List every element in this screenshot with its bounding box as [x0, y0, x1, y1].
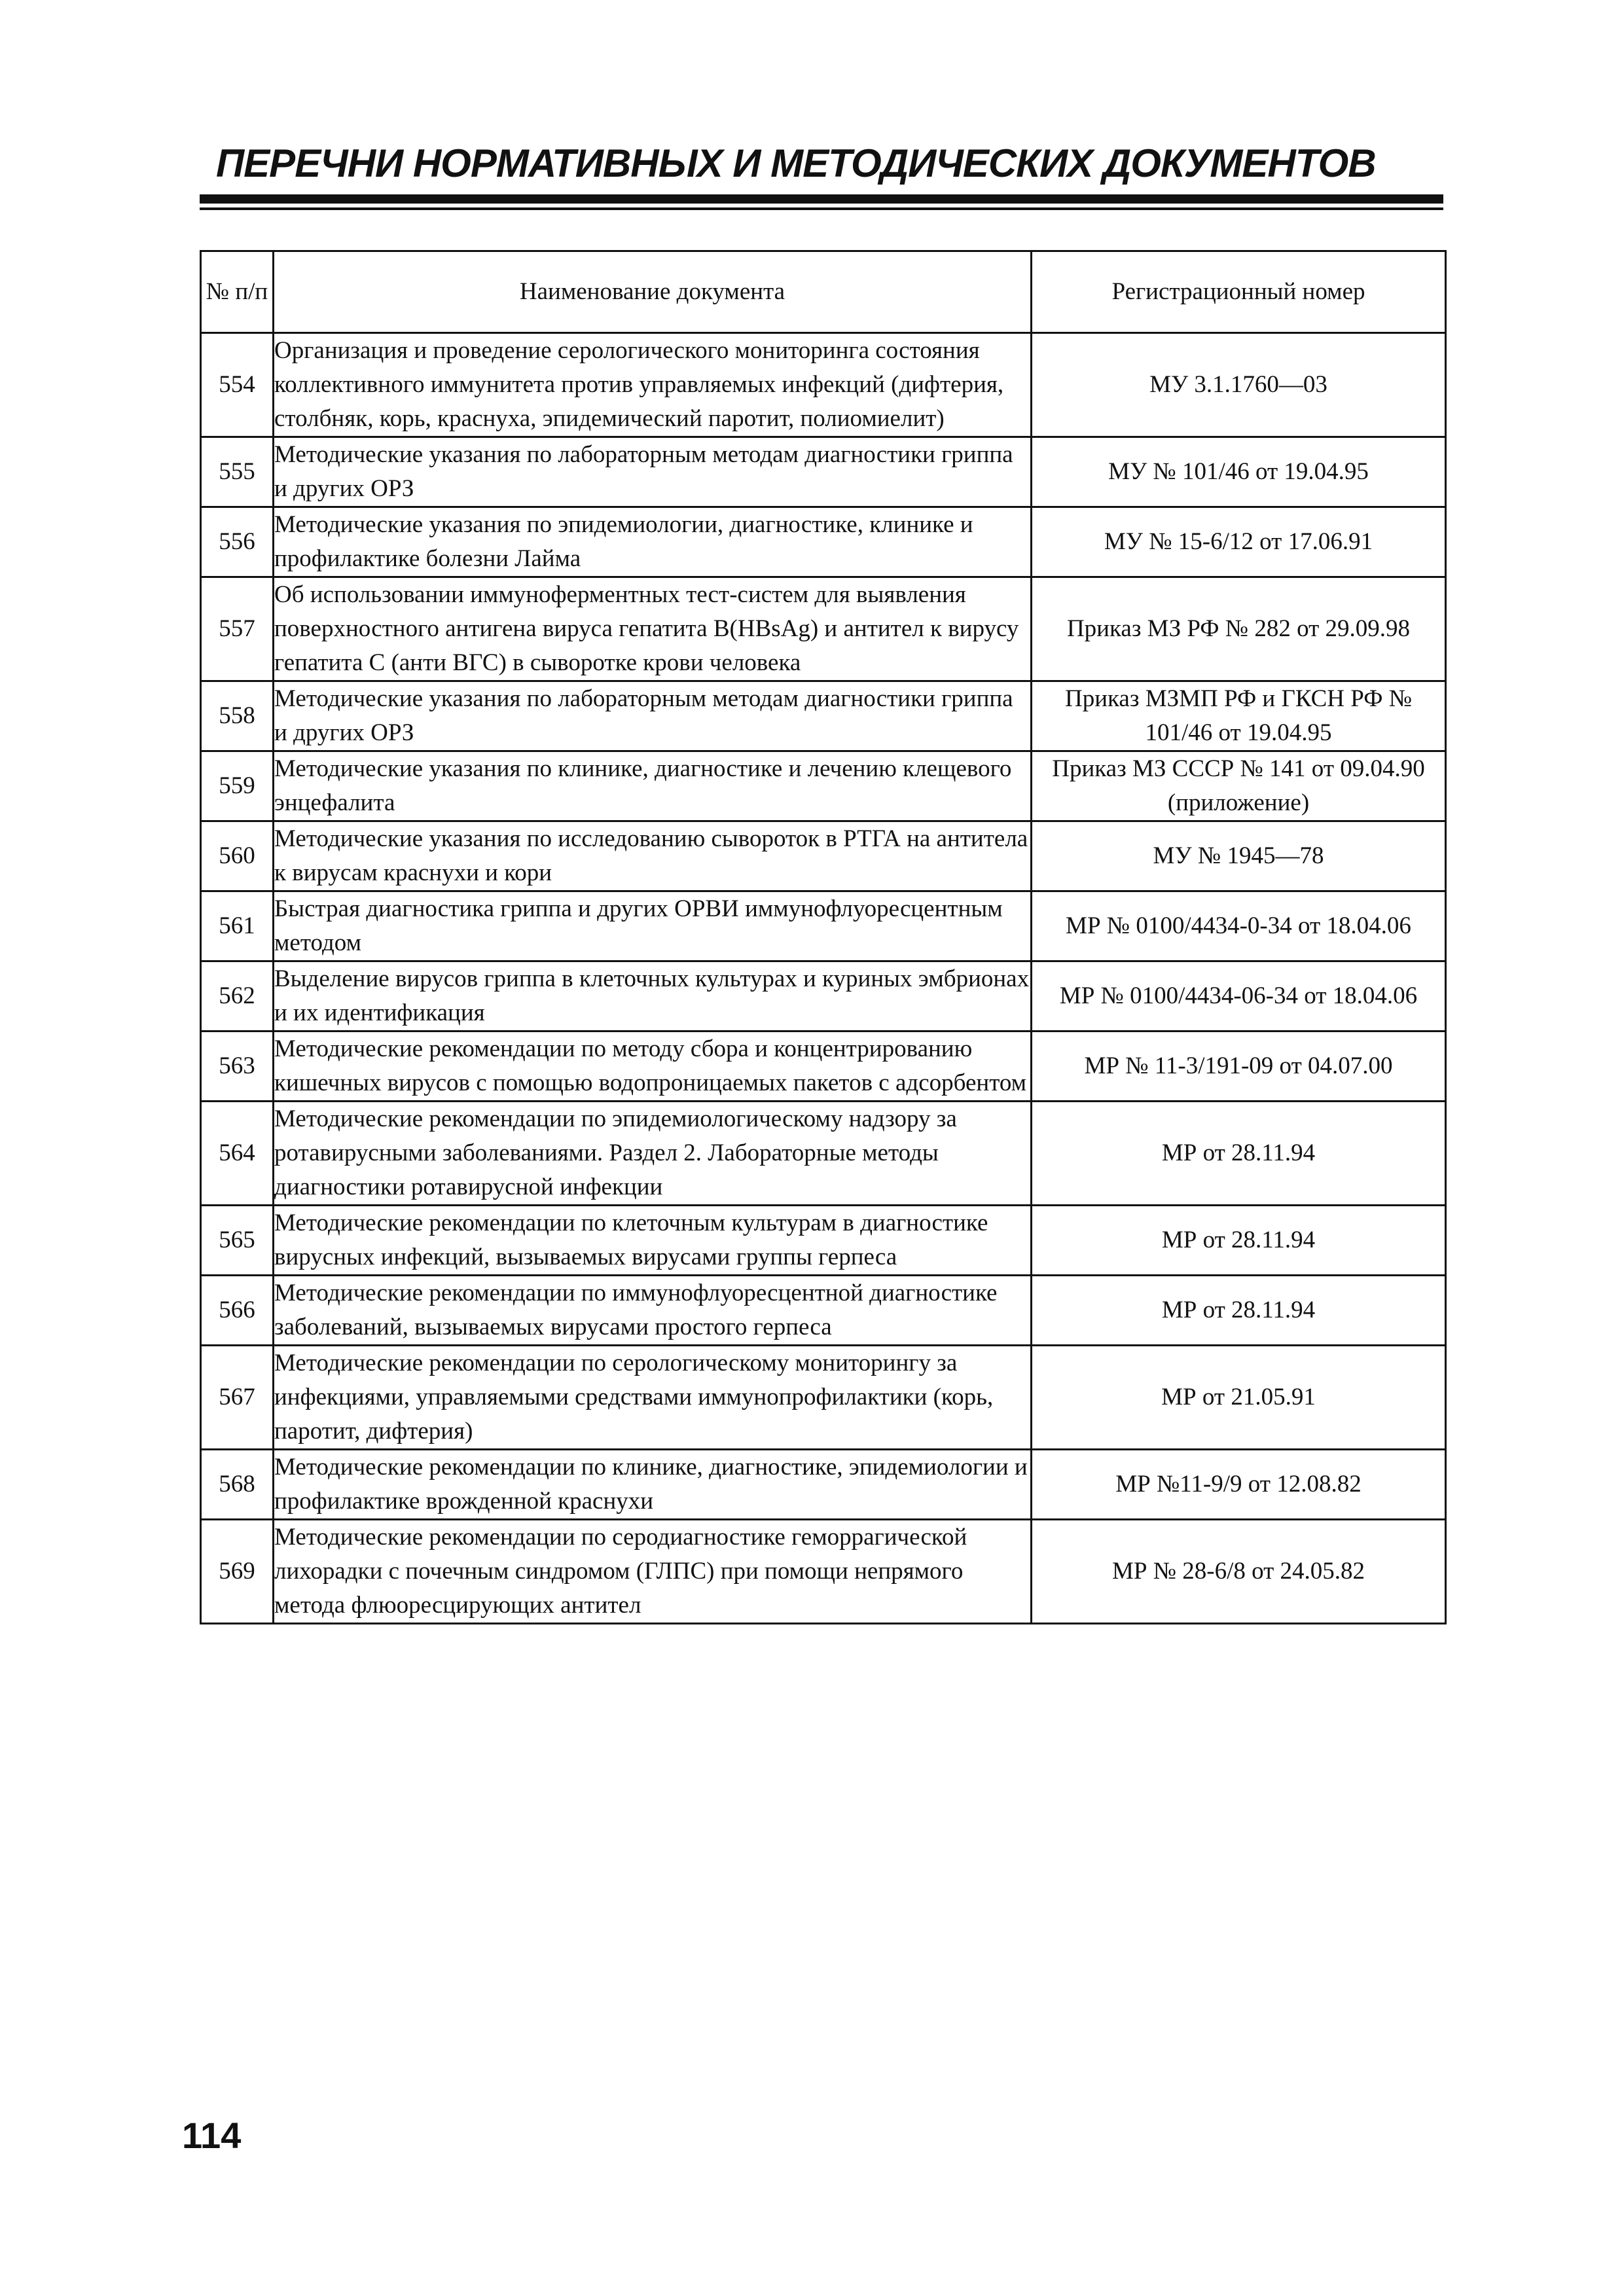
document-name: Методические рекомендации по методу сбора и концентрированию кишечных вирусов с помощью водопроницаемых пакетов с адсорбентом — [274, 1031, 1032, 1102]
table-row — [201, 1276, 1446, 1346]
table-row — [201, 1520, 1446, 1624]
row-number: 564 — [201, 1102, 274, 1206]
document-name: Методические рекомендации по серодиагностике геморрагической лихорадки с почечным синдромом (ГЛПС) при помощи непрямого метода флюоресцирующих антител — [274, 1520, 1032, 1624]
document-name: Выделение вирусов гриппа в клеточных культурах и куриных эмбрионах и их идентификация — [274, 961, 1032, 1031]
row-number: 558 — [201, 681, 274, 751]
registration-number: МР от 21.05.91 — [1032, 1346, 1446, 1450]
document-name: Методические указания по исследованию сывороток в РТГА на антитела к вирусам краснухи и кори — [274, 821, 1032, 891]
registration-number: Приказ МЗМП РФ и ГКСН РФ № 101/46 от 19.04.95 — [1032, 681, 1446, 751]
table-row — [201, 507, 1446, 577]
registration-number: МУ № 15-6/12 от 17.06.91 — [1032, 507, 1446, 577]
row-number: 566 — [201, 1276, 274, 1346]
table-row — [201, 437, 1446, 507]
row-number: 554 — [201, 333, 274, 437]
document-name: Быстрая диагностика гриппа и других ОРВИ иммунофлуоресцентным методом — [274, 891, 1032, 961]
document-name: Методические рекомендации по серологическому мониторингу за инфекциями, управляемыми средствами иммунопрофилактики (корь, паротит, дифтерия) — [274, 1346, 1032, 1450]
documents-table — [200, 250, 1447, 1624]
registration-number: МУ 3.1.1760—03 — [1032, 333, 1446, 437]
registration-number: Приказ МЗ СССР № 141 от 09.04.90 (приложение) — [1032, 751, 1446, 821]
document-name: Методические указания по лабораторным методам диагностики гриппа и других ОРЗ — [274, 437, 1032, 507]
table-row — [201, 577, 1446, 681]
row-number: 555 — [201, 437, 274, 507]
registration-number: МР № 0100/4434-0-34 от 18.04.06 — [1032, 891, 1446, 961]
row-number: 563 — [201, 1031, 274, 1102]
table-row — [201, 1031, 1446, 1102]
row-number: 560 — [201, 821, 274, 891]
table-row — [201, 333, 1446, 437]
header-rule-thin — [200, 207, 1443, 210]
row-number: 567 — [201, 1346, 274, 1450]
page-number: 114 — [182, 2115, 242, 2156]
document-name: Методические рекомендации по клеточным культурам в диагностике вирусных инфекций, вызываемых вирусами группы герпеса — [274, 1206, 1032, 1276]
column-header-document-name: Наименование документа — [274, 251, 1032, 333]
table-body — [201, 333, 1446, 1624]
table-row — [201, 751, 1446, 821]
registration-number: МР от 28.11.94 — [1032, 1276, 1446, 1346]
registration-number: МР № 11-3/191-09 от 04.07.00 — [1032, 1031, 1446, 1102]
document-name: Методические указания по лабораторным методам диагностики гриппа и других ОРЗ — [274, 681, 1032, 751]
row-number: 557 — [201, 577, 274, 681]
document-name: Методические указания по клинике, диагностике и лечению клещевого энцефалита — [274, 751, 1032, 821]
document-name: Методические рекомендации по эпидемиологическому надзору за ротавирусными заболеваниями. Раздел 2. Лабораторные методы диагностики ротавирусной инфекции — [274, 1102, 1032, 1206]
registration-number: МР от 28.11.94 — [1032, 1206, 1446, 1276]
table-row — [201, 891, 1446, 961]
registration-number: МУ № 1945—78 — [1032, 821, 1446, 891]
row-number: 562 — [201, 961, 274, 1031]
table-row — [201, 1450, 1446, 1520]
document-name: Методические указания по эпидемиологии, диагностике, клинике и профилактике болезни Лайма — [274, 507, 1032, 577]
table-row — [201, 1346, 1446, 1450]
row-number: 559 — [201, 751, 274, 821]
header-rule — [200, 194, 1443, 204]
document-name: Организация и проведение серологического мониторинга состояния коллективного иммунитета против управляемых инфекций (дифтерия, столбняк, корь, краснуха, эпидемический паротит, полиомиелит) — [274, 333, 1032, 437]
row-number: 561 — [201, 891, 274, 961]
page-header-title: ПЕРЕЧНИ НОРМАТИВНЫХ И МЕТОДИЧЕСКИХ ДОКУМЕНТОВ — [216, 141, 1376, 185]
table-row — [201, 1206, 1446, 1276]
row-number: 568 — [201, 1450, 274, 1520]
registration-number: МР от 28.11.94 — [1032, 1102, 1446, 1206]
row-number: 556 — [201, 507, 274, 577]
column-header-registration-number: Регистрационный номер — [1032, 251, 1446, 333]
document-name: Методические рекомендации по иммунофлуоресцентной диагностике заболеваний, вызываемых вирусами простого герпеса — [274, 1276, 1032, 1346]
table-row — [201, 681, 1446, 751]
row-number: 565 — [201, 1206, 274, 1276]
registration-number: МР № 0100/4434-06-34 от 18.04.06 — [1032, 961, 1446, 1031]
registration-number: Приказ МЗ РФ № 282 от 29.09.98 — [1032, 577, 1446, 681]
registration-number: МР № 28-6/8 от 24.05.82 — [1032, 1520, 1446, 1624]
table-row — [201, 961, 1446, 1031]
table-header-row — [201, 251, 1446, 333]
table-row — [201, 821, 1446, 891]
row-number: 569 — [201, 1520, 274, 1624]
column-header-number: № п/п — [201, 251, 274, 333]
registration-number: МР №11-9/9 от 12.08.82 — [1032, 1450, 1446, 1520]
table-row — [201, 1102, 1446, 1206]
registration-number: МУ № 101/46 от 19.04.95 — [1032, 437, 1446, 507]
document-name: Об использовании иммуноферментных тест-систем для выявления поверхностного антигена вируса гепатита В(HBsAg) и антител к вирусу гепатита С (анти ВГС) в сыворотке крови человека — [274, 577, 1032, 681]
document-name: Методические рекомендации по клинике, диагностике, эпидемиологии и профилактике врожденной краснухи — [274, 1450, 1032, 1520]
